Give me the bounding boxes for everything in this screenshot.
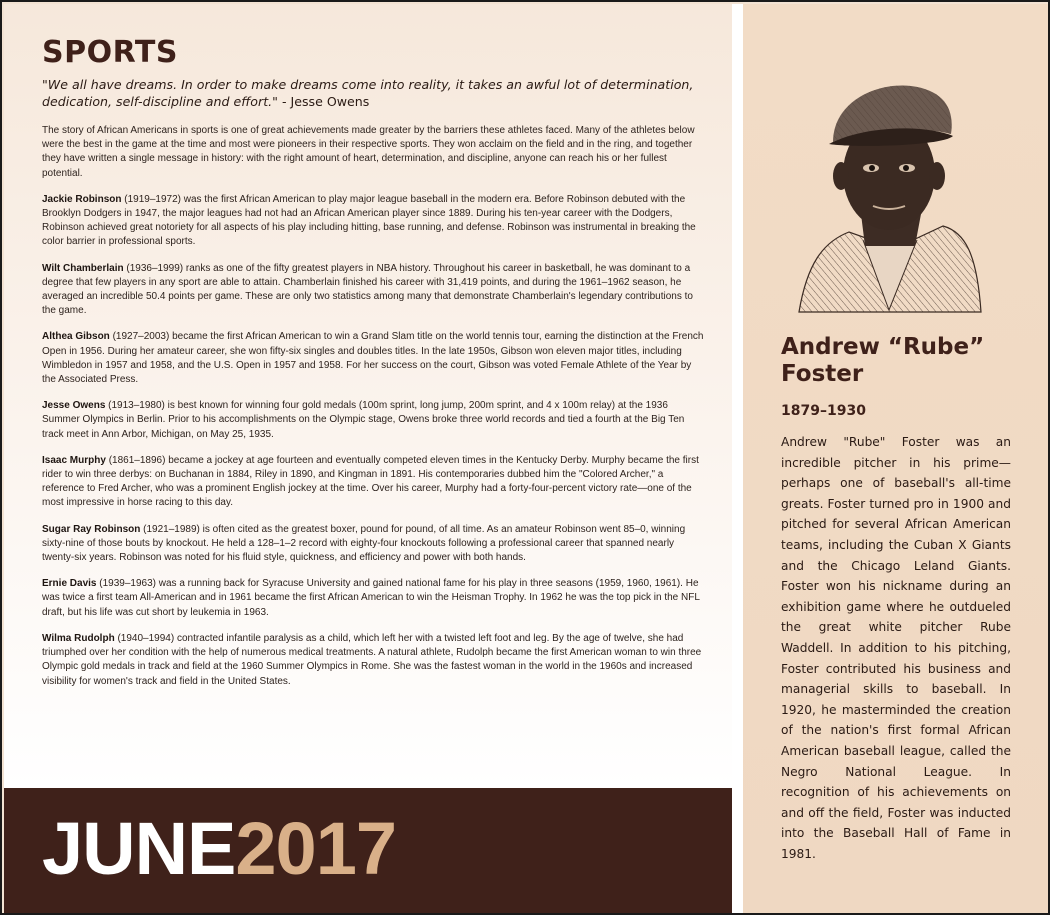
profile-years: 1879–1930	[781, 403, 866, 419]
month-year-heading	[42, 807, 397, 890]
profile-name: Andrew “Rube” Foster	[781, 334, 985, 387]
athlete-text: (1861–1896) became a jockey at age fourteen and eventually competed eleven times in the Kentucky Derby. Murphy became the first rider to win three derbys: on Buchanan in 1884, Riley in 1890, and Kingman in 1891. His contemporaries dubbed him the "Colored Archer," a reference to Fred Archer, who was a prominent English jockey at the time. Over his career, Murphy had a forty-four-percent victory rate—one of the most impressive in horse racing to this day.	[42, 454, 699, 509]
athlete-text: (1919–1972) was the first African American to play major league baseball in the modern era. Before Robinson debuted with the Brooklyn Dodgers in 1947, the major leagues had not had an African American player since 1889. During his ten-year career with the Dodgers, Robinson achieved great notoriety for all aspects of his play including hitting, base running, and defense. Robinson was instrumental in breaking the color barrier in professional sports.	[42, 193, 696, 248]
athlete-paragraph	[42, 193, 706, 250]
quote	[42, 76, 706, 110]
athlete-paragraph	[42, 632, 706, 689]
athlete-paragraph	[42, 330, 706, 387]
profile-panel	[743, 4, 1048, 915]
intro-paragraph: The story of African Americans in sports is one of great achievements made greater by the barriers these athletes faced. Many of the athletes below were the best in the game at the time and most were pioneers in their respective sports. They won acclaim on the field and in the ring, and together they have written a single message in history: with the right amount of heart, determination, and discipline, anyone can reach his or her fullest potential.	[42, 125, 695, 179]
portrait-illustration	[793, 64, 983, 314]
athlete-name: Althea Gibson	[42, 331, 110, 343]
month-label: JUNE	[42, 807, 236, 890]
athlete-name: Ernie Davis	[42, 578, 97, 590]
athlete-paragraph	[42, 523, 706, 566]
athlete-paragraph	[42, 454, 706, 511]
athlete-text: (1940–1994) contracted infantile paralysis as a child, which left her with a twisted left foot and leg. By the age of twelve, she had triumphed over her condition with the help of numerous medical treatments. A natural athlete, Rudolph became the first American woman to win three Olympic gold medals in track and field at the 1960 Summer Olympics in Rome. She was the fastest woman in the world in the 1960s and increased visibility for women's track and field in the United States.	[42, 632, 702, 687]
athlete-text: (1936–1999) ranks as one of the fifty greatest players in NBA history. Throughout his career in basketball, he was dominant to a degree that few players in any sport are able to attain. Chamberlain finished his career with 31,419 points, and during the 1961–1962 season, he averaged an incredible 50.4 points per game. These are only two statistics among many that demonstrate Chamberlain's legendary contributions to the game.	[42, 262, 693, 317]
athlete-name: Jesse Owens	[42, 400, 106, 412]
athlete-name: Wilt Chamberlain	[42, 262, 124, 274]
athlete-name: Wilma Rudolph	[42, 632, 115, 644]
athlete-name: Isaac Murphy	[42, 454, 106, 466]
athlete-text: (1927–2003) became the first African American to win a Grand Slam title on the world tennis tour, earning the distinction at the French Open in 1956. During her amateur career, she won fifty-six singles and doubles titles. In the late 1950s, Gibson won eleven major titles, including Wimbledon in 1957 and 1958, and the U.S. Open in 1957 and 1958. For her success on the court, Gibson was voted Female Athlete of the Year by the Associated Press.	[42, 331, 704, 386]
athlete-text: (1939–1963) was a running back for Syracuse University and gained national fame for his play in three seasons (1959, 1960, 1961). He was twice a first team All-American and in 1961 became the first African American to win the Heisman Trophy. In 1962 he was the top pick in the NFL draft, but his life was cut short by leukemia in 1963.	[42, 578, 700, 618]
year-label: 2017	[235, 807, 397, 890]
athlete-text: (1913–1980) is best known for winning four gold medals (100m sprint, long jump, 200m sprint, and 4 x 100m relay) at the 1936 Summer Olympics in Berlin. Prior to his accomplishments on the Olympic stage, Owens broke three world records and tied a fourth at the Big Ten track meet in Ann Arbor, Michigan, on May 25, 1935.	[42, 400, 685, 440]
sports-article	[4, 4, 732, 788]
athlete-paragraph	[42, 262, 706, 319]
quote-attribution: - Jesse Owens	[277, 94, 370, 109]
athlete-name: Sugar Ray Robinson	[42, 523, 141, 535]
profile-bio: Andrew "Rube" Foster was an incredible pitcher in his prime—perhaps one of baseball's all-time greats. Foster turned pro in 1900 and pitched for several African American teams, including the Cuban X Giants and the Chicago Leland Giants. Foster won his nickname during an exhibition game where he outdueled the great white pitcher Rube Waddell. In addition to his pitching, Foster contributed his business and managerial skills to baseball. In 1920, he masterminded the creation of the nation's first formal African American baseball league, called the Negro National League. In recognition of his achievements on and off the field, Foster was inducted into the Baseball Hall of Fame in 1981.	[781, 435, 1011, 861]
quote-text: "We all have dreams. In order to make dreams come into reality, it takes an awful lot of determination, dedication, self-discipline and effort."	[42, 77, 694, 109]
athlete-paragraph	[42, 577, 706, 620]
section-title: SPORTS	[42, 35, 178, 70]
athlete-text: (1921–1989) is often cited as the greatest boxer, pound for pound, of all time. As an amateur Robinson went 85–0, winning sixty-nine of those bouts by knockout. He held a 128–1–2 record with eighty-four knockouts following a professional career that spanned nearly twenty-six years. Robinson was noted for his fluid style, quickness, and efficiency and power with both hands.	[42, 523, 686, 564]
column-divider	[732, 4, 743, 915]
athlete-name: Jackie Robinson	[42, 193, 122, 205]
calendar-footer	[4, 788, 732, 915]
athlete-paragraph	[42, 399, 706, 442]
